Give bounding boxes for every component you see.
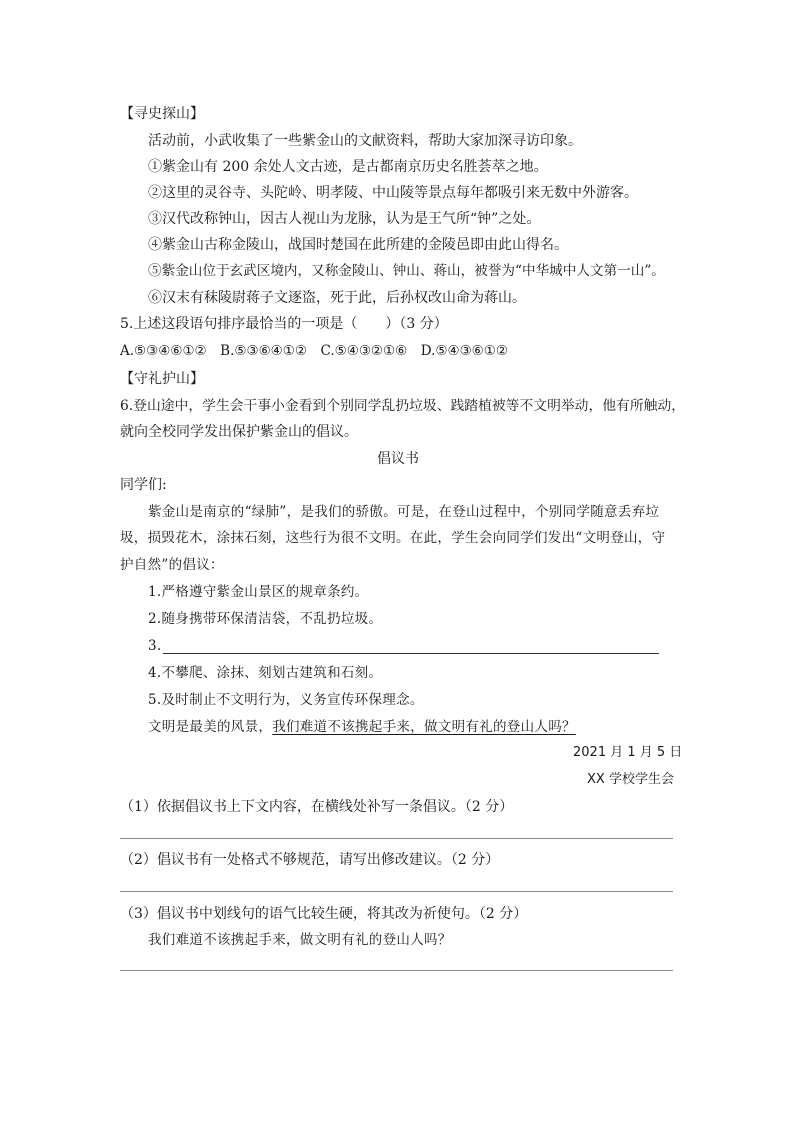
proposal-closing-underlined: 我们难道不该携起手来，做文明有礼的登山人吗？ (272, 719, 576, 735)
proposal-body-line-1: 紫金山是南京的“绿肺”，是我们的骄傲。可是，在登山过程中，个别同学随意丢弃垃 (148, 504, 660, 520)
question-6-line-2: 就向全校同学发出保护紫金山的倡议。 (120, 424, 358, 440)
proposal-salutation: 同学们: (120, 477, 167, 493)
proposal-date: 2021 月 1 月 5 日 (573, 745, 683, 760)
answer-line-3[interactable] (120, 970, 673, 971)
proposal-signer: XX 学校学生会 (587, 772, 674, 787)
sentence-3: ③汉代改称钟山，因古人视山为龙脉，认为是王气所“钟”之处。 (148, 211, 541, 227)
intro-text: 活动前，小武收集了一些紫金山的文献资料，帮助大家加深寻访印象。 (148, 133, 582, 149)
proposal-item-3-blank-line[interactable] (163, 653, 659, 654)
proposal-body-line-3: 护自然”的倡议： (120, 557, 224, 573)
proposal-closing-plain: 文明是最美的风景， (148, 719, 273, 735)
proposal-item-1: 1.严格遵守紫金山景区的规章条约。 (148, 584, 369, 600)
proposal-body-line-2: 圾，损毁花木，涂抹石刻，这些行为很不文明。在此，学生会向同学们发出“文明登山，守 (120, 530, 666, 546)
subquestion-1: （1）依据倡议书上下文内容，在横线处补写一条倡议。（2 分） (120, 799, 514, 815)
sentence-4: ④紫金山古称金陵山，战国时楚国在此所建的金陵邑即由此山得名。 (148, 237, 568, 253)
sentence-1: ①紫金山有 200 余处人文古迹，是古都南京历史名胜荟萃之地。 (148, 159, 548, 175)
proposal-closing (148, 717, 576, 737)
section-title-protect: 【守礼护山】 (120, 371, 204, 387)
proposal-heading: 倡议书 (377, 451, 419, 467)
section-title-history: 【寻史探山】 (120, 106, 204, 122)
sentence-6: ⑥汉末有秣陵尉蒋子文逐盗，死于此，后孙权改山命为蒋山。 (148, 290, 526, 306)
question-5: 5.上述这段语句排序最恰当的一项是（ ）（3 分） (120, 316, 448, 332)
answer-line-2[interactable] (120, 891, 673, 892)
sentence-5: ⑤紫金山位于玄武区境内，又称金陵山、钟山、蒋山，被誉为“中华城中人文第一山”。 (148, 263, 665, 279)
subquestion-3-sentence: 我们难道不该携起手来，做文明有礼的登山人吗？ (148, 932, 452, 948)
question-5-options: A.⑤③④⑥①② B.⑤③⑥④①② C.⑤④③②①⑥ D.⑤④③⑥①② (120, 343, 508, 359)
proposal-item-4: 4.不攀爬、涂抹、刻划古建筑和石刻。 (148, 665, 383, 681)
proposal-item-5: 5.及时制止不文明行为，义务宣传环保理念。 (148, 692, 424, 708)
proposal-item-3: 3. (148, 638, 162, 654)
proposal-item-2: 2.随身携带环保清洁袋，不乱扔垃圾。 (148, 611, 383, 627)
question-6-line-1: 6.登山途中，学生会干事小金看到个别同学乱扔垃圾、践踏植被等不文明举动，他有所触动， (120, 398, 686, 414)
answer-line-1[interactable] (120, 838, 673, 839)
sentence-2: ②这里的灵谷寺、头陀岭、明孝陵、中山陵等景点每年都吸引来无数中外游客。 (148, 185, 638, 201)
subquestion-2: （2）倡议书有一处格式不够规范，请写出修改建议。（2 分） (120, 852, 500, 868)
subquestion-3: （3）倡议书中划线句的语气比较生硬，将其改为祈使句。（2 分） (120, 906, 528, 922)
